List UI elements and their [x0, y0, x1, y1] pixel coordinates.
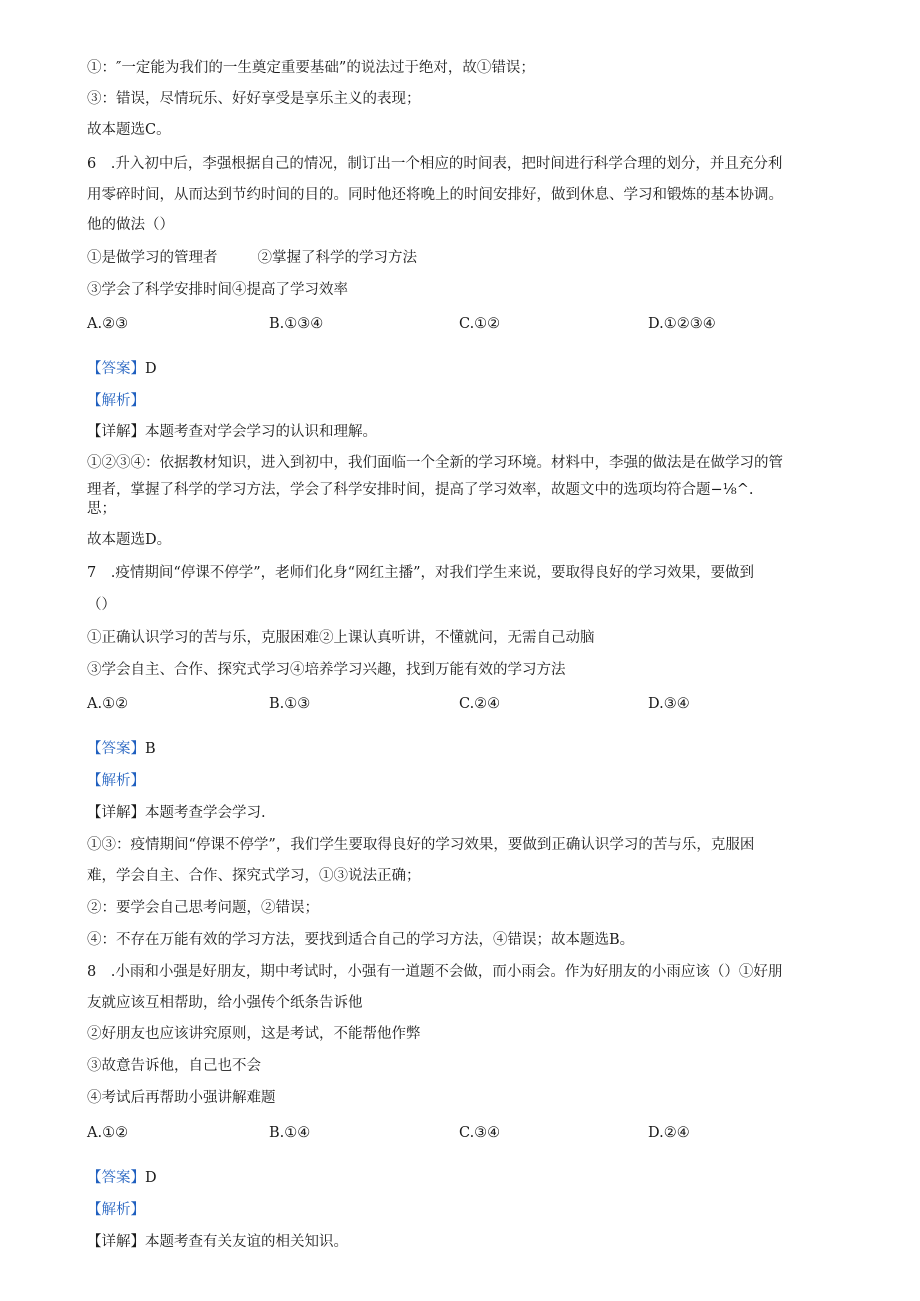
- q6-detail-tag: 【详解】: [87, 424, 145, 440]
- q6-stem-line-3: 他的做法（）: [87, 217, 174, 233]
- q7-analysis-tag: 【解析】: [87, 773, 145, 789]
- prev-explanation-line-2: ③：错误，尽情玩乐、好好享受是享乐主义的表现；: [87, 91, 421, 107]
- q8-detail: [87, 1232, 348, 1252]
- q6-statements-line-1: [87, 248, 417, 268]
- q8-detail-tag: 【详解】: [87, 1234, 145, 1250]
- q7-options: [87, 694, 847, 714]
- q8-answer: [87, 1168, 157, 1188]
- q6-statement-2: ②掌握了科学的学习方法: [257, 250, 417, 266]
- q6-conclusion: 故本题选D。: [87, 532, 172, 548]
- q6-explanation-line-3: 思；: [87, 501, 116, 517]
- q7-stem-line-2: （）: [87, 597, 116, 613]
- q6-explanation-line-1: ①②③④：依据教材知识，进入到初中，我们面临一个全新的学习环境。材料中，李强的做法是在做学习的管: [87, 455, 783, 471]
- q8-statement-2: ②好朋友也应该讲究原则，这是考试，不能帮他作弊: [87, 1026, 421, 1042]
- prev-conclusion: 故本题选C。: [87, 122, 171, 138]
- q6-detail: [87, 422, 377, 442]
- q7-explanation-line-1: ①③：疫情期间“停课不停学”，我们学生要取得良好的学习效果，要做到正确认识学习的苦与乐，克服困: [87, 837, 755, 853]
- q6-stem-line-1: 6 .升入初中后，李强根据自己的情况，制订出一个相应的时间表，把时间进行科学合理的划分，并且充分利: [87, 156, 783, 172]
- q8-answer-tag: 【答案】: [87, 1170, 145, 1186]
- q7-stem-line-1: 7 .疫情期间“停课不停学”，老师们化身“网红主播”，对我们学生来说，要取得良好的学习效果，要做到: [87, 565, 754, 581]
- q8-option-d: D.②④: [648, 1125, 690, 1141]
- q7-statements-line-2: ③学会自主、合作、探究式学习④培养学习兴趣，找到万能有效的学习方法: [87, 662, 566, 678]
- q6-explanation-line-2: 理者，掌握了科学的学习方法，学会了科学安排时间，提高了学习效率，故题文中的选项均符合题−⅛^.: [87, 482, 754, 498]
- q8-stem-line-1: 8 .小雨和小强是好朋友，期中考试时，小强有一道题不会做，而小雨会。作为好朋友的小雨应该（）①好朋: [87, 964, 783, 980]
- q8-statement-3: ③故意告诉他，自己也不会: [87, 1058, 261, 1074]
- q6-analysis-tag: 【解析】: [87, 393, 145, 409]
- q7-explanation-line-3: ②：要学会自己思考问题，②错误；: [87, 900, 319, 916]
- q7-option-c: C.②④: [459, 696, 501, 712]
- q8-detail-text: 本题考查有关友谊的相关知识。: [145, 1234, 348, 1250]
- q6-option-a: A.②③: [87, 316, 129, 332]
- q6-answer-tag: 【答案】: [87, 361, 145, 377]
- q8-option-b: B.①④: [269, 1125, 311, 1141]
- q8-stem-line-2: 友就应该互相帮助，给小强传个纸条告诉他: [87, 995, 363, 1011]
- q6-statements-line-2: ③学会了科学安排时间④提高了学习效率: [87, 282, 348, 298]
- q7-detail-text: 本题考查学会学习.: [145, 805, 266, 821]
- q8-analysis-tag: 【解析】: [87, 1202, 145, 1218]
- q7-answer: [87, 739, 156, 759]
- q6-stem-line-2: 用零碎时间，从而达到节约时间的目的。同时他还将晚上的时间安排好，做到休息、学习和锻炼的基本协调。: [87, 187, 783, 203]
- q6-answer: [87, 359, 157, 379]
- q6-option-c: C.①②: [459, 316, 501, 332]
- q6-detail-text: 本题考查对学会学习的认识和理解。: [145, 424, 377, 440]
- q6-option-b: B.①③④: [269, 316, 324, 332]
- q8-options: [87, 1123, 847, 1143]
- q6-options: [87, 314, 847, 334]
- q7-explanation-line-4: ④：不存在万能有效的学习方法，要找到适合自己的学习方法，④错误；故本题选B。: [87, 932, 635, 948]
- q7-option-a: A.①②: [87, 696, 129, 712]
- q7-option-b: B.①③: [269, 696, 311, 712]
- q6-statement-1: ①是做学习的管理者: [87, 250, 218, 266]
- q7-answer-value: B: [145, 741, 156, 757]
- q8-statement-4: ④考试后再帮助小强讲解难题: [87, 1090, 276, 1106]
- q7-statements-line-1: ①正确认识学习的苦与乐，克服困难②上课认真听讲，不懂就问，无需自己动脑: [87, 630, 595, 646]
- q8-option-c: C.③④: [459, 1125, 501, 1141]
- q7-explanation-line-2: 难，学会自主、合作、探究式学习，①③说法正确；: [87, 868, 421, 884]
- q7-answer-tag: 【答案】: [87, 741, 145, 757]
- q8-option-a: A.①②: [87, 1125, 129, 1141]
- q6-option-d: D.①②③④: [648, 316, 716, 332]
- q6-answer-value: D: [145, 361, 157, 377]
- q7-option-d: D.③④: [648, 696, 690, 712]
- q7-detail: [87, 803, 266, 823]
- q8-answer-value: D: [145, 1170, 157, 1186]
- prev-explanation-line-1: ①：″一定能为我们的一生奠定重要基础”的说法过于绝对，故①错误；: [87, 60, 535, 76]
- q7-detail-tag: 【详解】: [87, 805, 145, 821]
